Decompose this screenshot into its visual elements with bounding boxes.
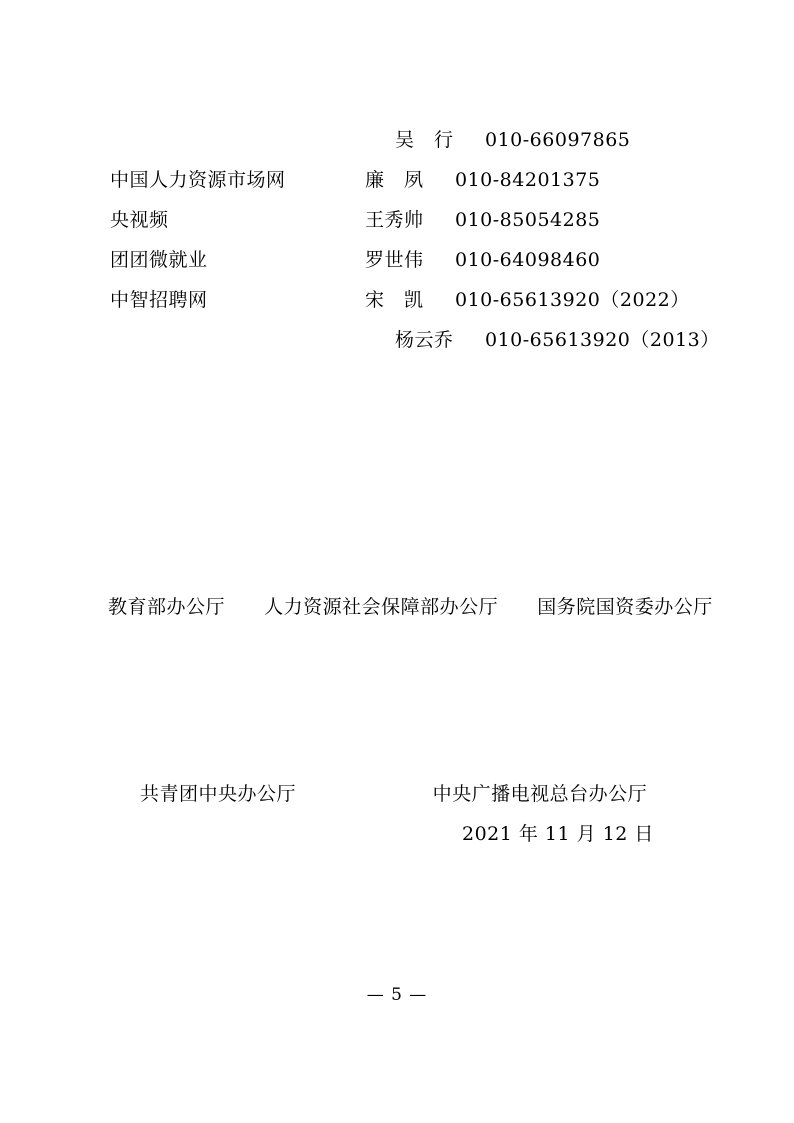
table-row <box>110 120 730 160</box>
signer-cmg: 中央广播电视总台办公厅 <box>432 783 648 805</box>
page-number: — 5 — <box>366 985 428 1005</box>
contact-person: 廉 夙 <box>365 169 424 191</box>
contact-list <box>110 120 730 360</box>
table-row <box>110 200 730 240</box>
document-date: 2021 年 11 月 12 日 <box>462 823 654 845</box>
contact-org: 央视频 <box>110 209 169 231</box>
signers-line-2 <box>140 779 700 806</box>
contact-phone: 010-85054285 <box>455 209 601 231</box>
signer-youth-league: 共青团中央办公厅 <box>140 783 297 805</box>
table-row <box>110 320 730 360</box>
table-row <box>110 240 730 280</box>
contact-person: 杨云乔 <box>395 329 454 351</box>
contact-org: 团团微就业 <box>110 249 208 271</box>
signers-line-1 <box>108 592 713 619</box>
signer-education-ministry: 教育部办公厅 <box>108 596 226 618</box>
contact-phone: 010-84201375 <box>455 169 601 191</box>
signer-sasac: 国务院国资委办公厅 <box>537 596 713 618</box>
contact-person: 王秀帅 <box>365 209 424 231</box>
contact-phone: 010-66097865 <box>485 129 631 151</box>
contact-person: 吴 行 <box>395 129 454 151</box>
contact-org: 中智招聘网 <box>110 289 208 311</box>
contact-org: 中国人力资源市场网 <box>110 169 286 191</box>
contact-person: 罗世伟 <box>365 249 424 271</box>
contact-person: 宋 凯 <box>365 289 424 311</box>
table-row <box>110 280 730 320</box>
signer-human-resources-ministry: 人力资源社会保障部办公厅 <box>264 596 499 618</box>
contact-phone: 010-64098460 <box>455 249 601 271</box>
table-row <box>110 160 730 200</box>
contact-phone: 010-65613920（2013） <box>485 329 720 351</box>
contact-phone: 010-65613920（2022） <box>455 289 690 311</box>
